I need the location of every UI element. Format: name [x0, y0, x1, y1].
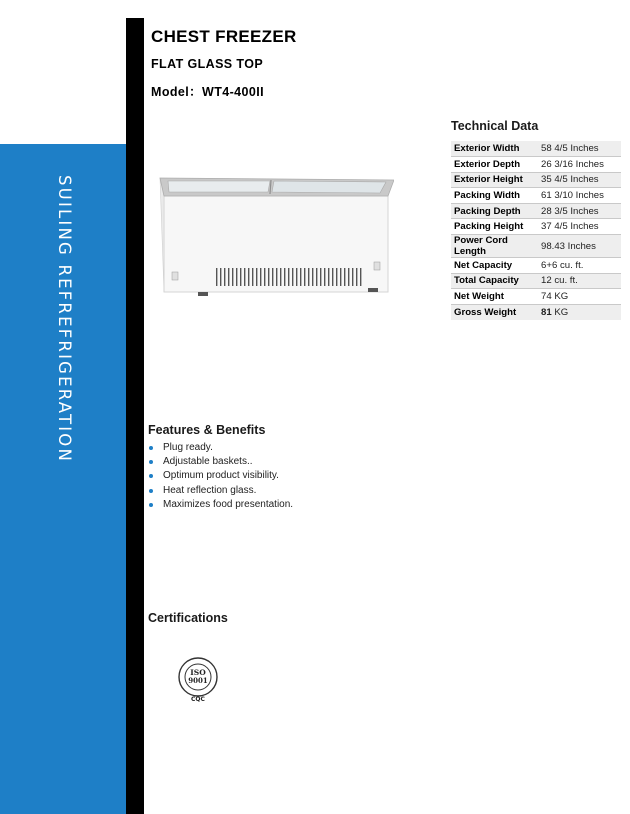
- features-list: [149, 441, 293, 512]
- spec-label: Net Weight: [451, 289, 534, 305]
- spec-label: Packing Width: [451, 188, 534, 204]
- gross-weight-unit: KG: [551, 306, 569, 318]
- certifications-heading: Certifications: [148, 611, 228, 625]
- spec-label: Power Cord Length: [451, 235, 534, 258]
- spec-label: Exterior Height: [451, 172, 534, 188]
- table-row: [451, 141, 621, 157]
- feature-text: Maximizes food presentation.: [163, 498, 294, 510]
- list-item: [149, 469, 293, 483]
- table-row: [451, 273, 621, 289]
- iso-9001-logo-icon: [177, 656, 219, 702]
- technical-data-heading: Technical Data: [451, 119, 539, 133]
- list-item: [149, 441, 293, 455]
- bullet-icon: [149, 489, 153, 493]
- table-row: [451, 157, 621, 173]
- table-row: [451, 219, 621, 235]
- bullet-icon: [149, 474, 153, 478]
- spec-label: Gross Weight: [451, 304, 534, 320]
- feature-text: Heat reflection glass.: [163, 484, 257, 496]
- spec-label: Exterior Width: [451, 141, 534, 157]
- features-heading: Features & Benefits: [148, 423, 266, 437]
- spec-label: Packing Depth: [451, 203, 534, 219]
- bullet-icon: [149, 503, 153, 507]
- spec-value: 26 3/16 Inches: [534, 157, 621, 173]
- spec-value: 6+6 cu. ft.: [534, 258, 621, 274]
- spec-value: 98.43 Inches: [534, 235, 621, 258]
- spec-value: 28 3/5 Inches: [534, 203, 621, 219]
- model-number: Model：WT4-400II: [151, 85, 264, 99]
- page-subtitle: FLAT GLASS TOP: [151, 57, 264, 71]
- iso-logo-text: ISO: [190, 668, 206, 677]
- gross-weight-number: 81: [541, 306, 552, 318]
- spec-value: 61 3/10 Inches: [534, 188, 621, 204]
- bullet-icon: [149, 460, 153, 464]
- feature-text: Adjustable baskets..: [163, 456, 253, 468]
- table-row: [451, 258, 621, 274]
- bullet-icon: [149, 446, 153, 450]
- table-row: [451, 289, 621, 305]
- spec-label: Net Capacity: [451, 258, 534, 274]
- table-row: [451, 172, 621, 188]
- vertical-black-bar: [126, 18, 144, 814]
- spec-value: 12 cu. ft.: [534, 273, 621, 289]
- spec-label: Packing Height: [451, 219, 534, 235]
- spec-value: 74 KG: [534, 289, 621, 305]
- feature-text: Optimum product visibility.: [163, 470, 279, 482]
- list-item: [149, 484, 293, 498]
- spec-label: Total Capacity: [451, 273, 534, 289]
- spec-value: [534, 304, 621, 320]
- table-row: [451, 188, 621, 204]
- table-row: [451, 235, 621, 258]
- list-item: [149, 455, 293, 469]
- page-title: CHEST FREEZER: [151, 27, 297, 46]
- spec-value: 58 4/5 Inches: [534, 141, 621, 157]
- table-row: [451, 203, 621, 219]
- technical-data-table: [451, 141, 621, 320]
- spec-label: Exterior Depth: [451, 157, 534, 173]
- spec-value: 37 4/5 Inches: [534, 219, 621, 235]
- chest-freezer-image: [158, 172, 394, 302]
- feature-text: Plug ready.: [163, 442, 213, 453]
- iso-logo-bottom-text: CQC: [191, 696, 205, 702]
- spec-value: 35 4/5 Inches: [534, 172, 621, 188]
- list-item: [149, 498, 293, 512]
- brand-vertical-text: SUILING REFREFRIGERATION: [55, 175, 74, 464]
- iso-logo-number: 9001: [188, 676, 208, 685]
- table-row: [451, 304, 621, 320]
